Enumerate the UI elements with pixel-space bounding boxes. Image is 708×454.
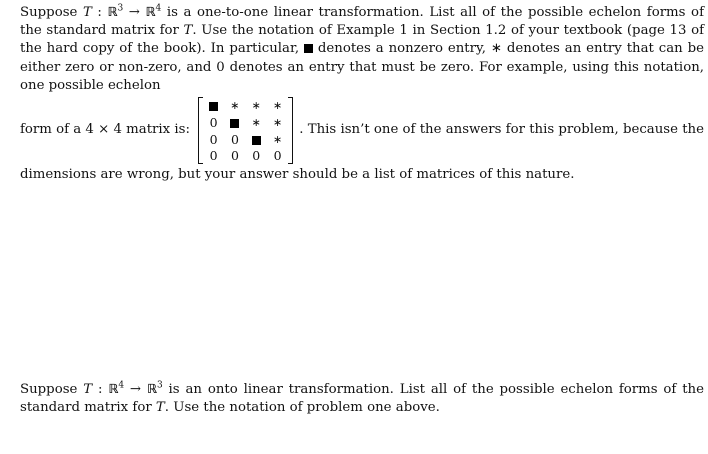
p1-exp-domain: 3 <box>117 3 124 14</box>
p2-R-domain: ℝ <box>108 381 119 396</box>
p2-T-2: T <box>155 400 165 416</box>
nonzero-square-icon <box>304 44 313 53</box>
star-symbol: ∗ <box>490 41 502 57</box>
matrix-cell <box>246 131 267 148</box>
matrix-cell: ∗ <box>272 133 283 147</box>
matrix-cell <box>203 97 224 114</box>
p2-T: T <box>83 382 93 397</box>
p1-text-e: denotes an entry that can be either zero or non-zero, and 0 denotes an entry that must be zero. For example, using this notation, one possible echelon <box>20 41 704 93</box>
p1-R-domain: ℝ <box>107 4 118 19</box>
nonzero-square-icon <box>252 136 261 145</box>
p1-arrow: → <box>123 5 146 20</box>
problem-2 <box>4 380 704 417</box>
problem-2-paragraph <box>4 380 704 417</box>
p1-T: T <box>82 5 92 20</box>
matrix-cell: 0 <box>230 131 239 147</box>
p2-arrow: → <box>124 382 147 397</box>
matrix-cell: ∗ <box>272 116 283 130</box>
matrix-row-1 <box>203 97 288 114</box>
matrix-row-3 <box>203 131 288 148</box>
p2-colon: : <box>92 382 109 397</box>
p1-T-2: T <box>183 23 193 39</box>
p1-text-d: denotes a nonzero entry, <box>312 41 491 57</box>
problem-1-paragraph <box>4 3 704 95</box>
p2-exp-domain: 4 <box>118 380 125 391</box>
nonzero-square-icon <box>209 102 218 111</box>
form-text: form of a 4 × 4 matrix is: <box>20 122 190 138</box>
p1-exp-codomain: 4 <box>155 3 162 14</box>
matrix-example-row <box>4 97 704 164</box>
p2-text-c: . Use the notation of problem one above. <box>164 400 440 416</box>
matrix-cell: 0 <box>209 148 218 164</box>
matrix-cell: ∗ <box>251 116 261 130</box>
problem-1-number <box>4 4 20 22</box>
matrix-cell: 0 <box>273 148 282 164</box>
matrix-cell: 0 <box>209 131 218 147</box>
matrix-row-4 <box>203 148 288 164</box>
p1-R-codomain: ℝ <box>145 4 156 19</box>
p2-text-b: is an onto linear transformation. List all of the possible echelon forms of the standard matrix for <box>20 382 704 416</box>
matrix-cell: 0 <box>230 148 239 164</box>
matrix-cell: 0 <box>252 148 261 164</box>
after-matrix-text: . This isn’t one of the answers for this problem, because the <box>299 122 704 138</box>
p1-text-c: . Use the notation of Example 1 in Section 1.2 of your textbook (page 13 of the hard copy of the book). In particular, <box>20 23 704 57</box>
matrix-cell: 0 <box>209 114 218 130</box>
nonzero-square-icon <box>230 119 239 128</box>
p2-exp-codomain: 3 <box>156 380 163 391</box>
p1-text-a: Suppose <box>20 5 83 20</box>
p2-R-codomain: ℝ <box>146 381 157 396</box>
matrix-cell <box>224 114 245 131</box>
p1-colon: : <box>91 5 108 20</box>
matrix-cell: ∗ <box>272 99 283 113</box>
example-matrix <box>198 97 293 164</box>
p1-text-b: is a one-to-one linear transformation. List all of the possible echelon forms of the standard matrix for <box>20 5 704 39</box>
matrix-table <box>203 97 288 164</box>
matrix-cell: ∗ <box>230 99 240 113</box>
problem-1 <box>4 3 704 184</box>
matrix-row-2 <box>203 114 288 131</box>
p2-text-a: Suppose <box>20 382 84 397</box>
matrix-cell: ∗ <box>251 99 261 113</box>
problem-1-last-line: dimensions are wrong, but your answer should be a list of matrices of this nature. <box>20 167 575 183</box>
problem-2-number <box>4 381 20 399</box>
